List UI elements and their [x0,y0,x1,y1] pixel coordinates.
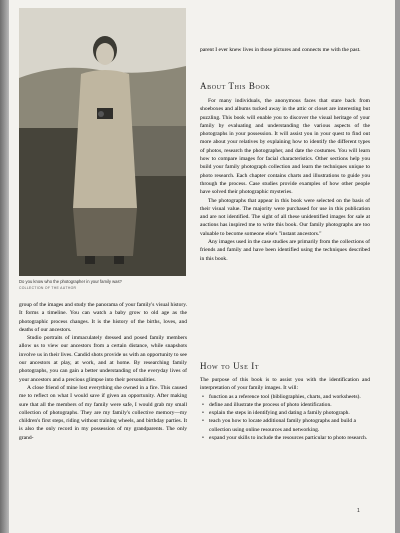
how-to-section-body [200,376,370,442]
how-to-item: • teach you how to locate additional family photographs and build a collection using online resources and networking. [200,417,370,434]
how-to-item: • define and illustrate the process of photo identification. [200,401,370,409]
page-number: 1 [357,508,360,514]
how-to-item: • explain the steps in identifying and dating a family photograph. [200,409,370,417]
photo-caption [19,279,187,291]
how-to-use-it-heading: How to Use It [200,361,260,371]
how-to-item: • expand your skills to include the resources particular to photo research. [200,434,370,442]
about-this-book-heading: About This Book [200,81,271,91]
caption-text: Do you know who the photographer in your family was? [19,279,122,284]
left-paragraph-2: Studio portraits of immaculately dressed and posed family members allow us to view our ancestors from a certain distance, while snapshots involve us in their lives. Candid shots provide us with an opportunity to see our ancestors at play, at work, and at home. By researching family photographs, you can gain a better understanding of the everyday lives of your ancestors and a precious glimpse into their personalities. [19,335,187,383]
left-column-text [19,301,187,442]
about-paragraph-1: For many individuals, the anonymous faces that stare back from shoeboxes and albums tucked away in the attic or closet are interesting but puzzling. This book will enable you to discover the visual heritage of your family by evaluating and understanding the various aspects of the photographs in your possession. It will assist you in your quest to find out more about your relatives by explaining how to identify the different types of photos, research the photographer, and date the costumes. You will learn how to compare images for facial characteristics. Other sections help you build your family photograph collection and learn the techniques unique to photo research. Each chapter contains charts and illustrations to guide you through the process. Case studies provide examples of how other people have solved their photographic mysteries. [200,98,370,196]
book-spine-shadow [0,0,9,533]
left-paragraph-3: A close friend of mine lost everything she owned in a fire. This caused me to reflect on what I would save if given an opportunity. After making sure that all the members of my family were safe, I would grab my small collection of photographs. They are my family's collective memory—my children's first steps, riding without training wheels, and birthday parties. It is also the only record in my possession of my grandparents. The only grand- [19,384,187,441]
about-paragraph-2: The photographs that appear in this book were selected on the basis of their visual value. The majority were purchased for use in this publication and are not identified. The sight of all these unidentified images for sale at auctions has inspired me to write this book. Our family photographs are too valuable to become someone else's "instant ancestors." [200,197,370,237]
about-section-body [200,97,370,263]
photo-credit: COLLECTION OF THE AUTHOR [19,286,77,290]
about-paragraph-3: Any images used in the case studies are primarily from the collections of friends and family and have been identified using the techniques described in this book. [200,239,370,262]
woman-with-camera-illustration [19,8,186,276]
how-to-list [200,393,370,443]
vintage-photograph [19,8,186,276]
right-intro-paragraph: parent I ever knew lives in those pictures and connects me with the past. [200,47,361,53]
how-to-intro: The purpose of this book is to assist you with the identification and interpretation of your family images. It will: [200,377,370,392]
how-to-item: • function as a reference tool (bibliographies, charts, and worksheets). [200,393,370,401]
left-paragraph-1: group of the images and study the panorama of your family's visual history. It forms a timeline. You can watch a baby grow to old age as the photographic process changes. It is the history of the births, loves, and deaths of our ancestors. [19,302,187,333]
